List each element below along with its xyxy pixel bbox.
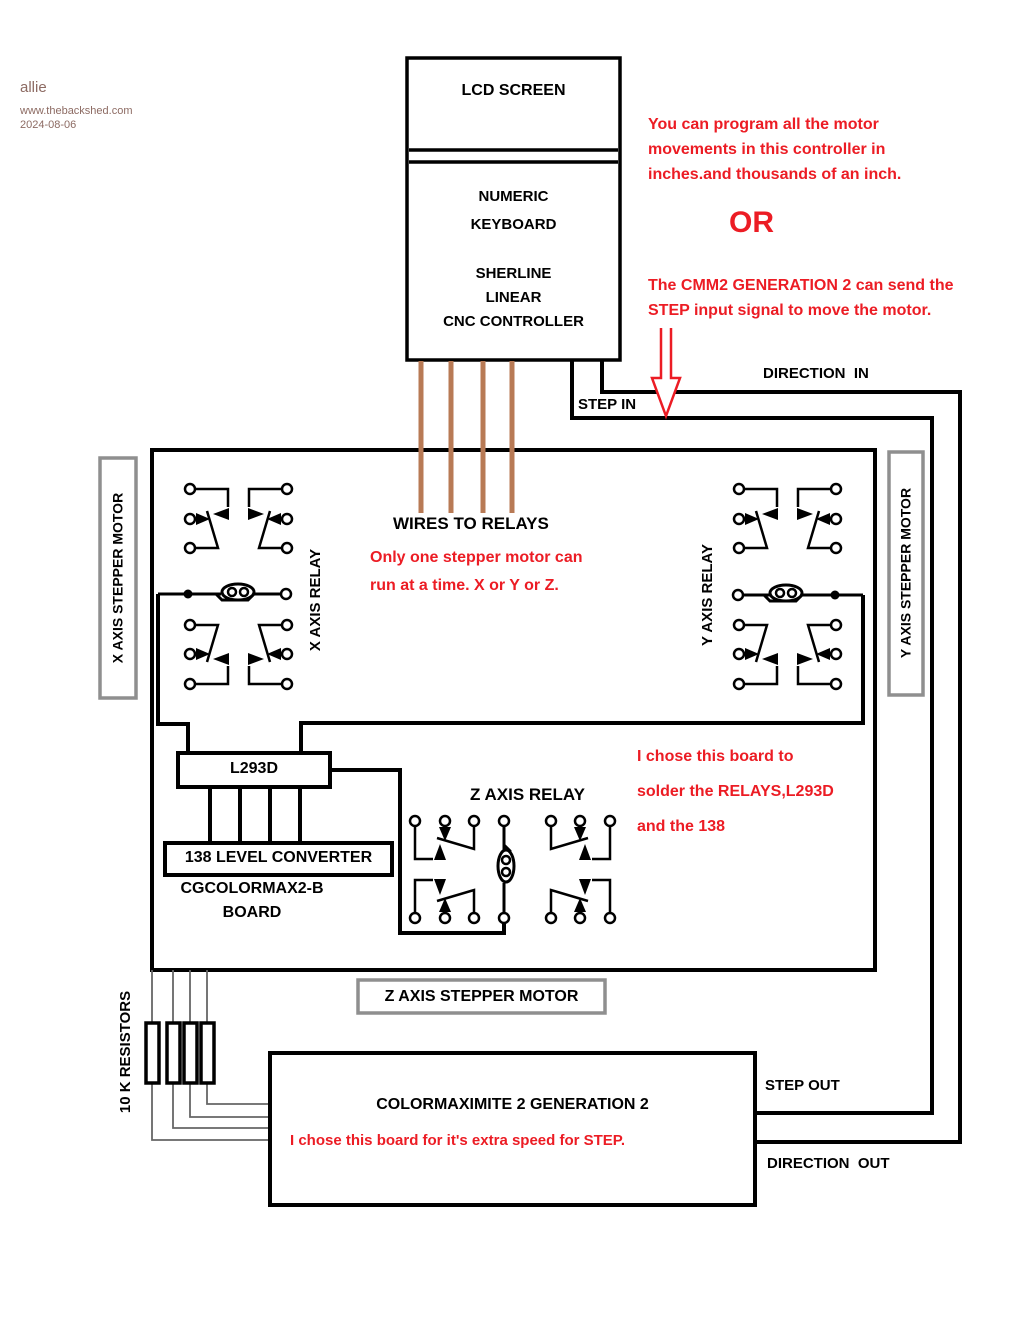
program-note-line2: movements in this controller in bbox=[648, 141, 886, 158]
controller-line-cnc: CNC CONTROLLER bbox=[443, 313, 584, 330]
chose-cmm2-note: I chose this board for it's extra speed for STEP. bbox=[290, 1132, 626, 1149]
date-text: 2024-08-06 bbox=[20, 119, 77, 131]
y-relay-label: Y AXIS RELAY bbox=[698, 544, 716, 646]
cmm2-note-line1: The CMM2 GENERATION 2 can send the bbox=[648, 277, 954, 294]
y-motor-label: Y AXIS STEPPER MOTOR bbox=[897, 487, 914, 659]
website-text: www.thebackshed.com bbox=[20, 105, 133, 117]
x-relay-label: X AXIS RELAY bbox=[306, 548, 324, 652]
cmm2-note-line2: STEP input signal to move the motor. bbox=[648, 302, 932, 319]
step-input-arrow-icon bbox=[652, 328, 680, 416]
lcd-screen-label: LCD SCREEN bbox=[461, 82, 566, 99]
controller-line-sherline: SHERLINE bbox=[475, 265, 552, 282]
colormaximite-title: COLORMAXIMITE 2 GENERATION 2 bbox=[376, 1096, 649, 1113]
wires-to-relays-label: WIRES TO RELAYS bbox=[393, 514, 549, 533]
direction-out-label: DIRECTION OUT bbox=[767, 1155, 890, 1172]
chose-board-line3: and the 138 bbox=[637, 818, 726, 835]
z-motor-label: Z AXIS STEPPER MOTOR bbox=[384, 988, 579, 1005]
l293d-label: L293D bbox=[229, 760, 279, 777]
step-in-label: STEP IN bbox=[578, 396, 637, 413]
program-note-line3: inches.and thousands of an inch. bbox=[648, 166, 902, 183]
x-motor-label: X AXIS STEPPER MOTOR bbox=[109, 492, 126, 664]
controller-line-numeric: NUMERIC bbox=[478, 188, 549, 205]
10k-resistors bbox=[146, 1023, 214, 1083]
only-one-line2: run at a time. X or Y or Z. bbox=[370, 577, 559, 594]
z-relay-label: Z AXIS RELAY bbox=[470, 785, 585, 804]
chose-board-line1: I chose this board to bbox=[637, 748, 794, 765]
author-text: allie bbox=[20, 79, 47, 96]
program-note-line1: You can program all the motor bbox=[648, 116, 879, 133]
only-one-line1: Only one stepper motor can bbox=[370, 549, 583, 566]
direction-in-label: DIRECTION IN bbox=[763, 365, 869, 382]
controller-line-keyboard: KEYBOARD bbox=[470, 216, 557, 233]
level-converter-label: 138 LEVEL CONVERTER bbox=[184, 849, 373, 866]
colormaximite-box bbox=[270, 1053, 755, 1205]
step-out-label: STEP OUT bbox=[765, 1077, 840, 1094]
controller-line-linear: LINEAR bbox=[485, 289, 542, 306]
or-label: OR bbox=[729, 206, 774, 239]
board-name-line1: CGCOLORMAX2-B bbox=[180, 880, 324, 897]
board-name-line2: BOARD bbox=[222, 904, 282, 921]
resistors-label: 10 K RESISTORS bbox=[116, 990, 134, 1114]
chose-board-line2: solder the RELAYS,L293D bbox=[637, 783, 834, 800]
